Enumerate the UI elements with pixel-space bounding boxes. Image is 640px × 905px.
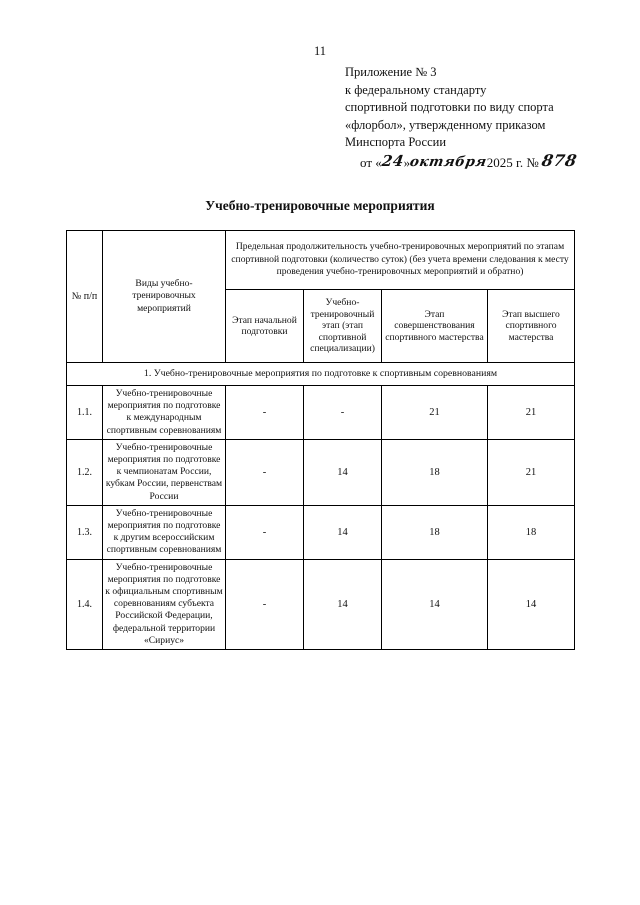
header-stage-4: Этап высшего спортивного мастерства	[488, 290, 575, 363]
table-row	[67, 505, 575, 559]
row-stage-1-value: -	[226, 559, 304, 649]
table-row	[67, 439, 575, 505]
date-prefix: от «	[360, 155, 382, 170]
order-date-line	[360, 152, 577, 171]
table-row	[67, 386, 575, 440]
row-stage-2-value: 14	[304, 559, 382, 649]
appendix-line-2: к федеральному стандарту	[345, 82, 487, 97]
row-type: Учебно-тренировочные мероприятия по подготовке к чемпионатам России, кубкам России, первенствам России	[103, 439, 226, 505]
row-type: Учебно-тренировочные мероприятия по подготовке к официальным спортивным соревнованиям субъекта Российской Федерации, федеральной территории «Сириус»	[103, 559, 226, 649]
table-section-row	[67, 363, 575, 386]
date-month-handwritten: октября	[408, 154, 489, 170]
header-duration-group: Предельная продолжительность учебно-тренировочных мероприятий по этапам спортивной подготовки (количество суток) (без учета времени следования к месту проведения учебно-тренировочных мероприятий и обратно)	[226, 231, 575, 290]
appendix-line-1: Приложение № 3	[345, 65, 437, 79]
header-stage-3: Этап совершенствования спортивного мастерства	[382, 290, 488, 363]
table-header-row-top	[67, 231, 575, 290]
date-day-handwritten: 24	[380, 152, 405, 170]
date-year-label: 2025 г. №	[486, 155, 539, 170]
row-stage-4-value: 21	[488, 386, 575, 440]
header-no: № п/п	[67, 231, 103, 363]
row-stage-2-value: 14	[304, 505, 382, 559]
row-stage-1-value: -	[226, 386, 304, 440]
row-type: Учебно-тренировочные мероприятия по подготовке к международным спортивным соревнованиям	[103, 386, 226, 440]
row-no: 1.1.	[67, 386, 103, 440]
page-title: Учебно-тренировочные мероприятия	[205, 198, 435, 213]
appendix-line-5: Минспорта России	[345, 135, 447, 149]
row-stage-4-value: 14	[488, 559, 575, 649]
row-stage-1-value: -	[226, 439, 304, 505]
row-stage-3-value: 21	[382, 386, 488, 440]
page-number: 11	[313, 44, 327, 58]
header-stage-2: Учебно-тренировочный этап (этап спортивной специализации)	[304, 290, 382, 363]
order-number-handwritten: 878	[540, 151, 579, 170]
row-no: 1.3.	[67, 505, 103, 559]
appendix-line-3: спортивной подготовки по виду спорта	[345, 100, 554, 114]
section-title-1: 1. Учебно-тренировочные мероприятия по подготовке к спортивным соревнованиям	[67, 363, 575, 386]
row-stage-4-value: 21	[488, 439, 575, 505]
appendix-line-4: «флорбол», утвержденному приказом	[345, 117, 546, 132]
row-type: Учебно-тренировочные мероприятия по подготовке к другим всероссийским спортивным соревнованиям	[103, 505, 226, 559]
row-stage-3-value: 18	[382, 505, 488, 559]
row-stage-3-value: 14	[382, 559, 488, 649]
row-stage-2-value: -	[304, 386, 382, 440]
row-stage-2-value: 14	[304, 439, 382, 505]
row-stage-3-value: 18	[382, 439, 488, 505]
row-no: 1.2.	[67, 439, 103, 505]
table-row	[67, 559, 575, 649]
row-stage-1-value: -	[226, 505, 304, 559]
date-mid: »	[403, 155, 411, 170]
header-stage-1: Этап начальной подготовки	[226, 290, 304, 363]
row-stage-4-value: 18	[488, 505, 575, 559]
header-type: Виды учебно-тренировочных мероприятий	[103, 231, 226, 363]
appendix-header	[345, 64, 620, 152]
training-events-table	[66, 230, 575, 650]
row-no: 1.4.	[67, 559, 103, 649]
